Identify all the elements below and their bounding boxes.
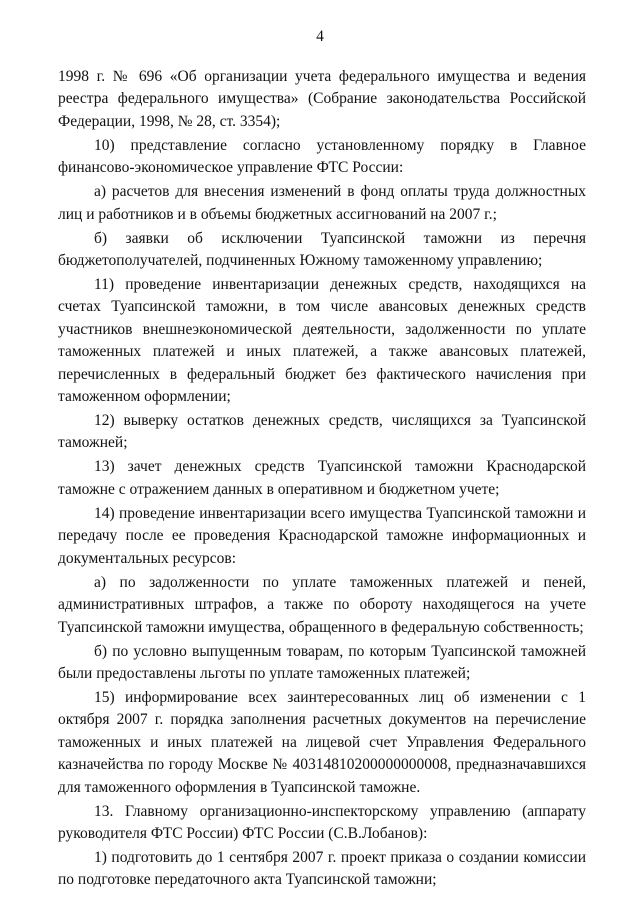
paragraph-item-15: 15) информирование всех заинтересованных лиц об изменении с 1 октября 2007 г. порядка заполнения расчетных документов на перечисление таможенных и иных платежей на лицевой счет Управления Федерального казначейства по городу Москве № 40314810200000000008, предназначавшихся для таможенного оформления в Туапсинской таможне.	[58, 688, 586, 796]
paragraph-item-10-a: а) расчетов для внесения изменений в фонд оплаты труда должностных лиц и работников и в объемы бюджетных ассигнований на 2007 г.;	[58, 183, 586, 223]
paragraph-decree-reference: 1998 г. № 696 «Об организации учета федерального имущества и ведения реестра федерального имущества» (Собрание законодательства Российской Федерации, 1998, № 28, ст. 3354);	[58, 68, 586, 130]
paragraph-item-14-b: б) по условно выпущенным товарам, по которым Туапсинской таможней были предоставлены льготы по уплате таможенных платежей;	[58, 642, 586, 682]
paragraph-item-10-b: б) заявки об исключении Туапсинской таможни из перечня бюджетополучателей, подчиненных Южному таможенному управлению;	[58, 229, 586, 270]
paragraph-item-11: 11) проведение инвентаризации денежных средств, находящихся на счетах Туапсинской таможни, в том числе авансовых денежных средств участников внешнеэкономической деятельности, задолженности по уплате таможенных платежей и иных платежей, а также авансовых платежей, перечисленных в федеральный бюджет без фактического начисления при таможенном оформлении;	[58, 276, 586, 406]
paragraph-section-13-item-1: 1) подготовить до 1 сентября 2007 г. проект приказа о создании комиссии по подготовке передаточного акта Туапсинской таможни;	[58, 848, 586, 889]
document-body	[58, 66, 586, 893]
paragraph-item-10: 10) представление согласно установленному порядку в Главное финансово-экономическое управление ФТС России:	[58, 136, 586, 177]
paragraph-section-13: 13. Главному организационно-инспекторскому управлению (аппарату руководителя ФТС России) ФТС России (С.В.Лобанов):	[58, 802, 586, 842]
paragraph-item-13: 13) зачет денежных средств Туапсинской таможни Краснодарской таможне с отражением данных в оперативном и бюджетном учете;	[58, 458, 586, 498]
paragraph-item-14-a: а) по задолженности по уплате таможенных платежей и пеней, административных штрафов, а также по обороту находящегося на учете Туапсинской таможни имущества, обращенного в федеральную собственность;	[58, 573, 586, 636]
paragraph-item-12: 12) выверку остатков денежных средств, числящихся за Туапсинской таможней;	[58, 412, 586, 452]
page-number: 4	[316, 28, 324, 45]
paragraph-item-14: 14) проведение инвентаризации всего имущества Туапсинской таможни и передачу после ее проведения Краснодарской таможне информационных и документальных ресурсов:	[58, 504, 586, 567]
